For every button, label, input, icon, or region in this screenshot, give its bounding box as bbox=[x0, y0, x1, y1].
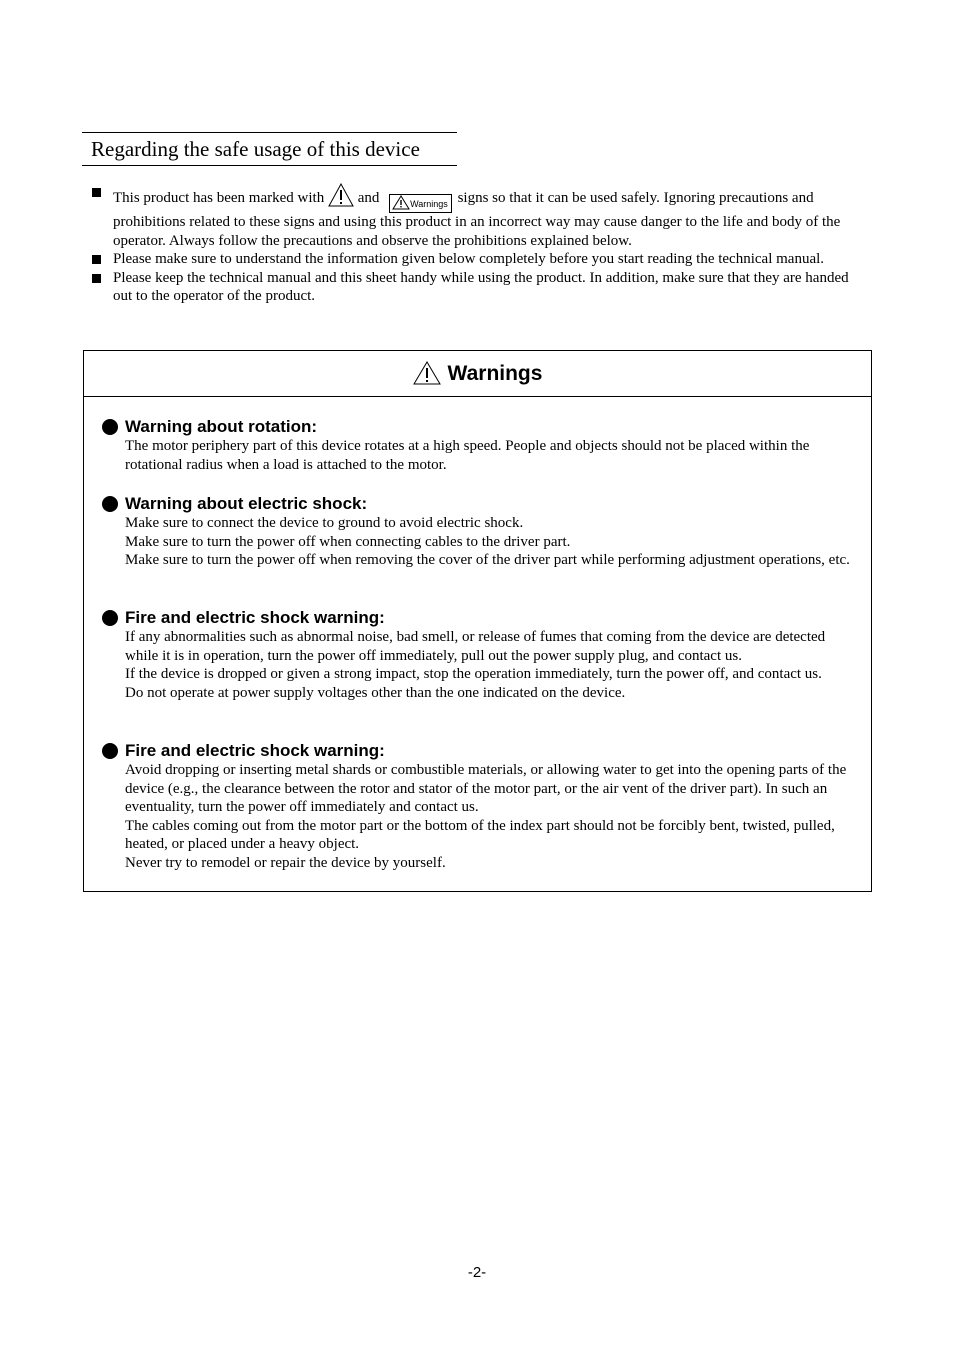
warning-section-title-text: Warning about rotation: bbox=[125, 417, 318, 436]
warning-section-title-text: Warning about electric shock: bbox=[125, 494, 368, 513]
section-heading bbox=[82, 132, 457, 166]
warning-triangle-icon bbox=[392, 195, 410, 210]
warning-line: Never try to remodel or repair the device by yourself. bbox=[125, 854, 446, 871]
intro-text: signs so that it can be used safely. Ignoring precautions and prohibitions related to these signs and using this product in an incorrect way may cause danger to the life and body of the operator. Always follow the precautions and observe the prohibitions explained below. bbox=[113, 190, 841, 249]
warning-section bbox=[101, 494, 861, 570]
intro-list bbox=[92, 183, 864, 306]
square-bullet-icon bbox=[92, 274, 101, 283]
warning-line: The motor periphery part of this device rotates at a high speed. People and objects should not be placed within the rotational radius when a load is attached to the motor. bbox=[125, 438, 810, 473]
warning-section-body bbox=[101, 437, 861, 474]
circle-bullet-icon bbox=[102, 419, 118, 435]
warning-line: Do not operate at power supply voltages other than the one indicated on the device. bbox=[125, 684, 626, 701]
intro-item bbox=[92, 183, 864, 250]
square-bullet-icon bbox=[92, 188, 101, 197]
warning-section-body bbox=[101, 628, 861, 702]
intro-text: Please make sure to understand the information given below completely before you start reading the technical manual. bbox=[113, 251, 825, 267]
warnings-title: Warnings bbox=[447, 361, 543, 385]
warnings-badge-label: Warnings bbox=[410, 199, 448, 209]
page-number: -2- bbox=[467, 1264, 487, 1281]
warning-section-body bbox=[101, 761, 861, 872]
square-bullet-icon bbox=[92, 255, 101, 264]
warning-section-title bbox=[101, 741, 861, 761]
warning-section bbox=[101, 608, 861, 702]
warning-line: If the device is dropped or given a strong impact, stop the operation immediately, turn the power off, and contact us. bbox=[125, 666, 822, 682]
warning-line: Make sure to connect the device to ground to avoid electric shock. bbox=[125, 515, 524, 531]
warning-section-title bbox=[101, 494, 861, 514]
warning-section-body bbox=[101, 514, 861, 570]
warnings-badge bbox=[389, 194, 452, 213]
warning-section-title bbox=[101, 417, 861, 437]
intro-text: This product has been marked with bbox=[113, 190, 325, 206]
warning-section-title bbox=[101, 608, 861, 628]
warning-section bbox=[101, 417, 861, 474]
warning-line: If any abnormalities such as abnormal noise, bad smell, or release of fumes that coming from the device are detected while it is in operation, turn the power off immediately, pull out the power supply plug, and contact us. bbox=[125, 629, 826, 664]
warning-triangle-icon bbox=[413, 361, 441, 385]
intro-item bbox=[92, 250, 864, 269]
warning-triangle-icon bbox=[328, 183, 354, 207]
circle-bullet-icon bbox=[102, 496, 118, 512]
section-heading-text: Regarding the safe usage of this device bbox=[91, 137, 420, 161]
warning-section-title-text: Fire and electric shock warning: bbox=[125, 741, 385, 760]
circle-bullet-icon bbox=[102, 610, 118, 626]
circle-bullet-icon bbox=[102, 743, 118, 759]
warning-section bbox=[101, 741, 861, 872]
intro-text: and bbox=[357, 190, 380, 206]
warning-line: Avoid dropping or inserting metal shards or combustible materials, or allowing water to get into the opening parts of the device (e.g., the clearance between the rotor and stator of the motor part, or the air vent of the driver part). In such an eventuality, turn the power off immediately and contact us. bbox=[125, 762, 847, 815]
warning-section-title-text: Fire and electric shock warning: bbox=[125, 608, 385, 627]
warning-line: Make sure to turn the power off when connecting cables to the driver part. bbox=[125, 533, 571, 550]
warnings-box-header bbox=[84, 351, 871, 397]
intro-text: Please keep the technical manual and this sheet handy while using the product. In addition, make sure that they are handed out to the operator of the product. bbox=[113, 269, 849, 304]
warning-line: Make sure to turn the power off when removing the cover of the driver part while performing adjustment operations, etc. bbox=[125, 552, 850, 568]
warning-line: The cables coming out from the motor part or the bottom of the index part should not be forcibly bent, twisted, pulled, heated, or placed under a heavy object. bbox=[125, 817, 835, 852]
intro-item bbox=[92, 269, 864, 306]
warnings-box bbox=[83, 350, 872, 892]
